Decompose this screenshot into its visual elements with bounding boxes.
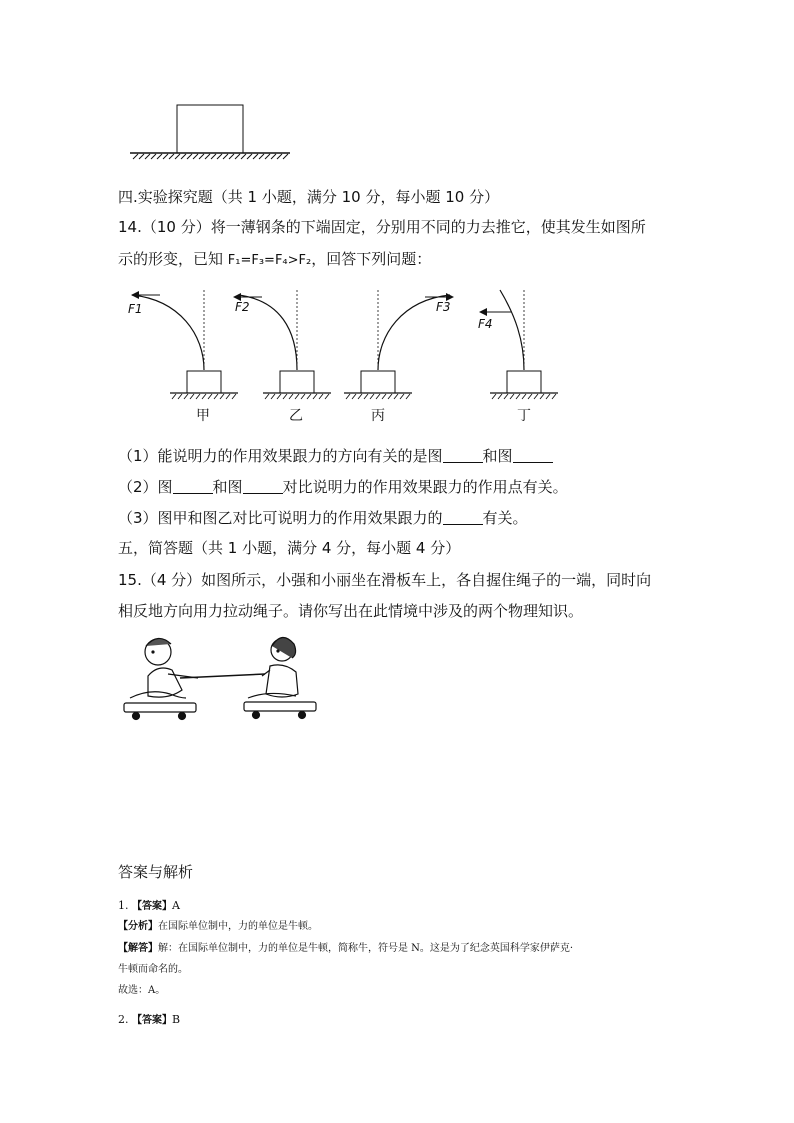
section4-heading: 四.实验探究题（共 1 小题，满分 10 分，每小题 10 分）: [118, 188, 500, 206]
girl-figure: [248, 637, 298, 698]
analysis-tag: 【分析】: [118, 921, 158, 932]
answer-1-solution: [118, 942, 573, 956]
force-label-f1: F1: [128, 302, 143, 316]
skateboard-right: [244, 702, 316, 719]
diagram-label-jia: 甲: [196, 408, 210, 424]
force-label-f3: F3: [436, 300, 451, 314]
answer-1: [118, 897, 180, 912]
diagram-jia: [132, 290, 238, 399]
section5-heading: 五，简答题（共 1 小题，满分 4 分，每小题 4 分）: [118, 539, 461, 557]
skateboard-left: [124, 703, 196, 720]
q15-line2: 相反地方向用力拉动绳子。请你写出在此情境中涉及的两个物理知识。: [118, 602, 584, 620]
answer-1-solution-cont: 牛顿而命名的。: [118, 964, 188, 975]
q14-sub3-text-a: （3）图甲和图乙对比可说明力的作用效果跟力的: [118, 509, 443, 527]
answer-1-choice: 故选：A。: [118, 985, 166, 996]
diagram-label-ding: 丁: [517, 408, 531, 424]
answers-title: 答案与解析: [118, 863, 194, 881]
q14-line2-prefix: 示的形变，已知: [118, 250, 228, 268]
ground-hatching: [133, 154, 288, 159]
q14-line2: [118, 249, 431, 271]
q14-sub1-text-a: （1）能说明力的作用效果跟力的方向有关的是图: [118, 447, 443, 465]
q15-line1: 15.（4 分）如图所示，小强和小丽坐在滑板车上，各自握住绳子的一端，同时向: [118, 571, 652, 589]
diagram-label-bing: 丙: [371, 408, 385, 424]
solution-text-1: 解：在国际单位制中，力的单位是牛顿，简称牛，符号是 N。这是为了纪念英国科学家伊萨克·: [158, 943, 574, 954]
answer-2: [118, 1011, 180, 1026]
q14-line1: 14.（10 分）将一薄钢条的下端固定，分别用不同的力去推它，使其发生如图所: [118, 218, 646, 236]
analysis-text: 在国际单位制中，力的单位是牛顿。: [158, 921, 318, 932]
solution-tag: 【解答】: [118, 943, 158, 954]
diagram-ding: [480, 290, 558, 399]
q14-sub3: [118, 508, 528, 528]
steel-strip-diagrams: [120, 285, 560, 405]
rope: [180, 674, 265, 678]
q14-sub2-text-a: （2）图: [118, 478, 173, 496]
answer-2-value: B: [172, 1013, 181, 1026]
answer-tag: 【答案】: [132, 1015, 172, 1026]
children-pulling-rope-illustration: [120, 630, 320, 725]
q14-sub1-text-b: 和图: [482, 447, 513, 465]
answer-tag: 【答案】: [132, 901, 172, 912]
block-on-ground-diagram: [125, 100, 295, 162]
answer-blank[interactable]: [443, 448, 483, 463]
q14-sub2: [118, 477, 568, 497]
q14-sub2-text-c: 对比说明力的作用效果跟力的作用点有关。: [282, 478, 568, 496]
answer-blank[interactable]: [243, 479, 283, 494]
answer-1-number: 1.: [118, 899, 129, 912]
answer-blank[interactable]: [443, 510, 483, 525]
answer-1-value: A: [172, 899, 180, 912]
q14-line2-suffix: ，回答下列问题：: [311, 250, 432, 268]
boy-figure: [130, 638, 198, 698]
q14-condition: F₁=F₃=F₄>F₂: [227, 253, 312, 268]
diagram-label-yi: 乙: [289, 408, 303, 424]
q14-sub1: [118, 446, 553, 466]
answer-blank[interactable]: [173, 479, 213, 494]
force-label-f4: F4: [478, 317, 493, 331]
answer-blank[interactable]: [513, 448, 553, 463]
force-label-f2: F2: [235, 300, 250, 314]
q14-sub3-text-b: 有关。: [482, 509, 528, 527]
answer-1-analysis: [118, 920, 318, 934]
answer-2-number: 2.: [118, 1013, 129, 1026]
block: [177, 105, 243, 153]
q14-sub2-text-b: 和图: [212, 478, 243, 496]
